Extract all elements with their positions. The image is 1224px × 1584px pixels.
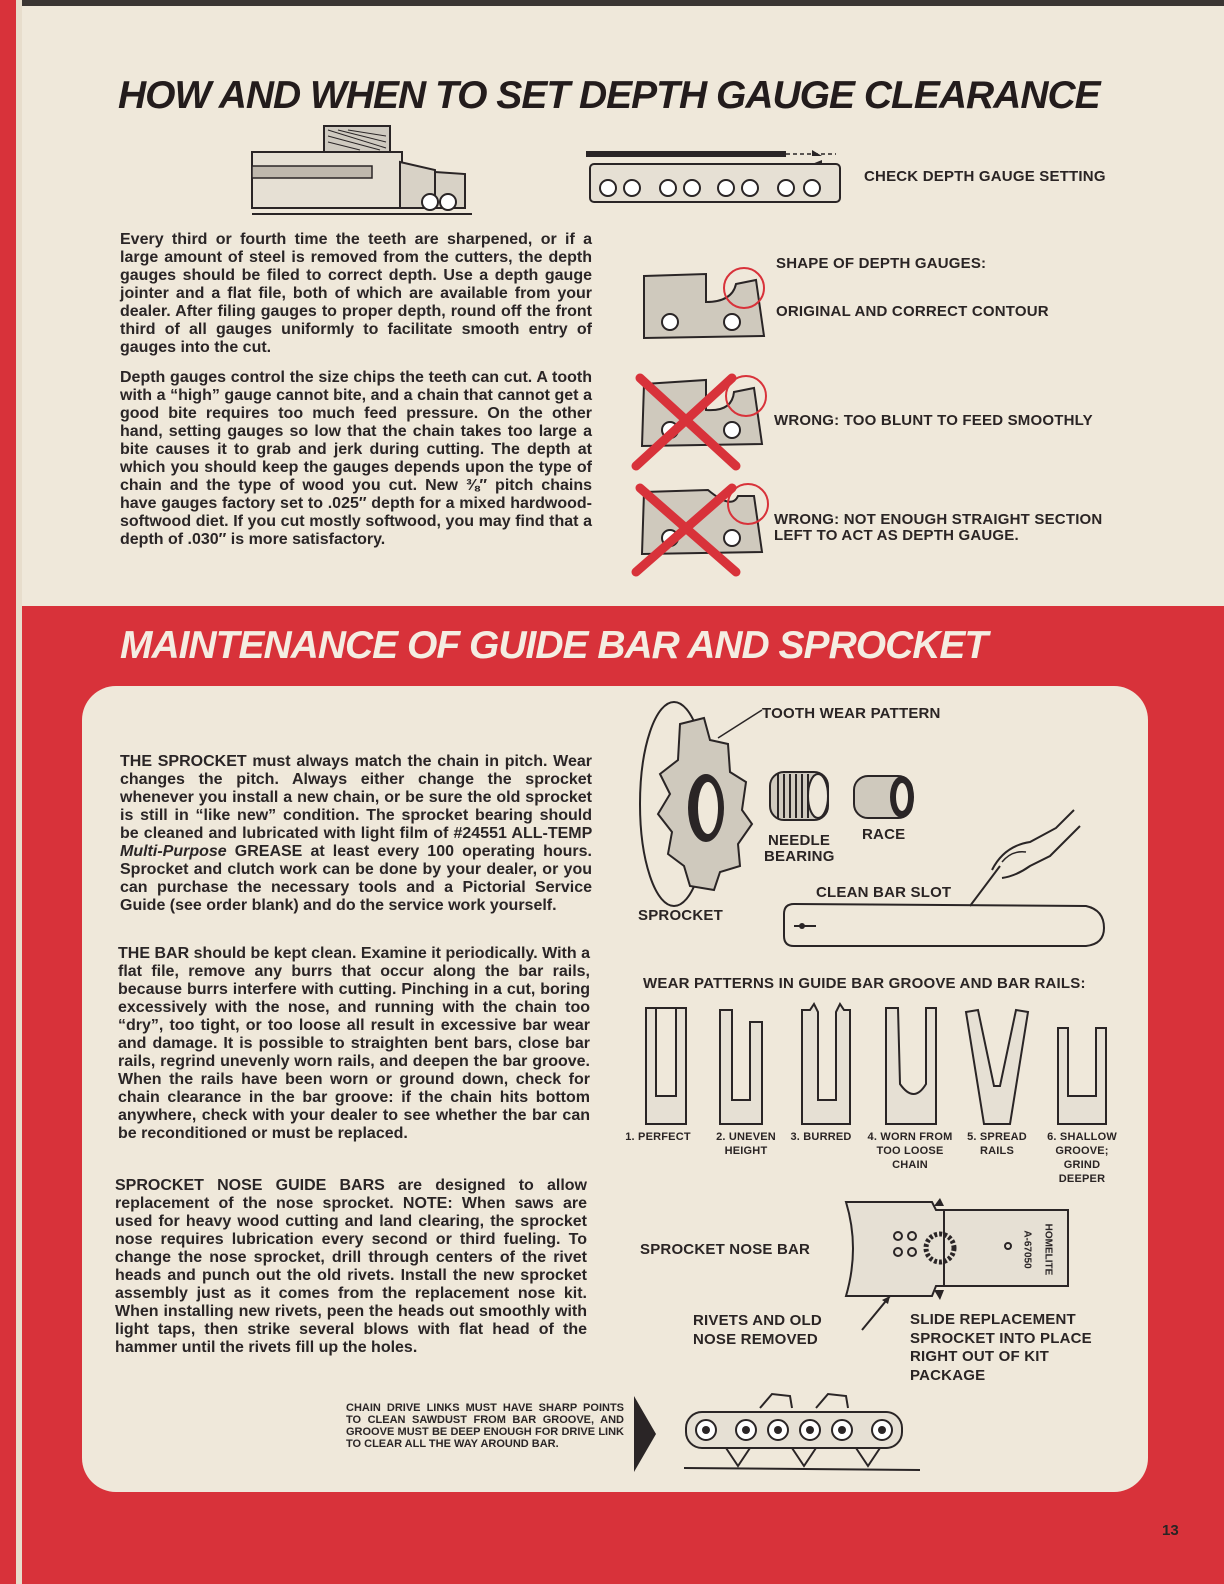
bar-lead: THE BAR [118, 945, 190, 962]
bar-stamp-line-2: A-67050 [1021, 1230, 1033, 1269]
nose-text: are designed to allow replacement of the nose sprocket. NOTE: When saws are used for heavy wood cutting and land clearing, the sprocket nose requires lubrication every second or third fueling. To change the nose sprocket, drill through centers of the rivet heads and punch out the old rivets. Install the new sprocket assembly just as it comes from the replacement nose kit. When installing new rivets, peen the heads out smoothly with light taps, then strike several blows with flat head of the hammer until the rivets fill up the holes. [115, 1177, 587, 1356]
check-depth-label: CHECK DEPTH GAUGE SETTING [864, 168, 1106, 185]
correct-gauge-diagram [636, 262, 776, 352]
wear-shape-uneven [720, 1010, 762, 1124]
sprocket-multi: Multi-Purpose [120, 843, 227, 860]
check-depth-chain-illustration [586, 148, 842, 208]
shape-heading: SHAPE OF DEPTH GAUGES: [776, 255, 987, 272]
wear-shape-shallow [1058, 1028, 1106, 1124]
wear-label-1 [620, 1130, 696, 1144]
wear-label-1-line-1: 1. PERFECT [625, 1131, 691, 1143]
shape-wrong2-label-line1: WRONG: NOT ENOUGH STRAIGHT SECTION [774, 511, 1103, 528]
page-top-border [22, 0, 1224, 6]
wear-label-6-line-2: GROOVE; [1055, 1145, 1109, 1157]
sprocket-label: SPROCKET [638, 907, 723, 924]
wear-label-2-line-1: 2. UNEVEN [716, 1131, 776, 1143]
bar-stamp [1021, 1214, 1072, 1286]
clean-bar-slot-label: CLEAN BAR SLOT [816, 884, 952, 901]
bar-text: should be kept clean. Examine it periodically. With a flat file, remove any burrs that occur along the bar rails, because burrs interfere with cutting. Pinching in a cut, boring excessively with the nose, and running with the chain too “dry”, too tight, or too loose all result in excessive bar wear and damage. It is possible to straighten bent bars, close bar rails, regrind unevenly worn rails, and deepen the bar groove. When the rails have been worn or ground down, check for chain clearance in the bar groove: if the chain hits bottom anywhere, check with your dealer to see whether the bar can be reconditioned or must be replaced. [118, 945, 591, 1142]
tooth-wear-label: TOOTH WEAR PATTERN [762, 705, 941, 722]
needle-bearing-label-1: NEEDLE [768, 832, 831, 849]
sprocket-alltemp: ALL-TEMP [511, 825, 592, 842]
wear-label-6-line-4: DEEPER [1058, 1173, 1106, 1185]
slide-label-4: PACKAGE [910, 1367, 986, 1384]
race-label: RACE [862, 826, 906, 843]
chain-drive-links-illustration [680, 1386, 924, 1474]
wear-label-5-line-2: RAILS [980, 1145, 1014, 1157]
wear-patterns-heading: WEAR PATTERNS IN GUIDE BAR GROOVE AND BAR RAILS: [643, 975, 1086, 992]
depth-gauge-paragraph-1: Every third or fourth time the teeth are sharpened, or if a large amount of steel is removed from the cutters, the depth gauges should be filed to correct depth. Use a depth gauge jointer and a flat file, both of which are available from your dealer. After filing gauges to proper depth, round off the front third of all gauges uniformly to facilitate smooth entry of gauges into the cut. [120, 231, 592, 356]
slide-label-2: SPROCKET INTO PLACE [910, 1330, 1092, 1347]
wear-patterns-diagram [638, 1000, 1118, 1130]
wear-label-5 [960, 1130, 1034, 1158]
shape-wrong2-label-line2: LEFT TO ACT AS DEPTH GAUGE. [774, 527, 1019, 544]
wear-label-6-line-3: GRIND [1063, 1159, 1101, 1171]
sprocket-lead: THE SPROCKET [120, 753, 247, 770]
depth-gauge-jointer-illustration [250, 122, 480, 218]
wrong-short-gauge-diagram [628, 480, 778, 584]
sprocket-illustration [634, 694, 764, 914]
arrow-right-icon [632, 1394, 658, 1474]
bar-paragraph [118, 945, 590, 1143]
sprocket-paragraph [120, 753, 592, 915]
shape-correct-label: ORIGINAL AND CORRECT CONTOUR [776, 303, 1049, 320]
nose-paragraph [115, 1177, 587, 1357]
nose-lead: SPROCKET NOSE GUIDE BARS [115, 1177, 385, 1194]
depth-gauge-paragraph-2: Depth gauges control the size chips the teeth can cut. A tooth with a “high” gauge cannot bite, and a chain that cannot get a good bite requires too much feed pressure. On the other hand, setting gauges so low that the chain takes too large a bite causes it to grab and jerk during cutting. The depth at which you should keep the gauges depends upon the type of chain and the type of wood you cut. New ⅜″ pitch chains have gauges factory set to .025″ depth for a mixed hardwood-softwood diet. If you cut mostly softwood, you may find that a depth of .030″ is more satisfactory. [120, 369, 592, 548]
rivets-label-2: NOSE REMOVED [693, 1331, 818, 1348]
wear-label-4 [862, 1130, 958, 1172]
wear-label-4-line-2: TOO LOOSE [876, 1145, 944, 1157]
slide-label-1: SLIDE REPLACEMENT [910, 1311, 1076, 1328]
wear-label-2-line-2: HEIGHT [724, 1145, 768, 1157]
wear-label-6-line-1: 6. SHALLOW [1047, 1131, 1117, 1143]
needle-bearing-label-2: BEARING [764, 848, 835, 865]
clean-bar-slot-illustration [780, 806, 1110, 950]
wear-label-3 [786, 1130, 856, 1144]
page-number: 13 [1162, 1522, 1179, 1539]
wear-label-3-line-1: 3. BURRED [790, 1131, 852, 1143]
page-binding-edge [0, 0, 16, 1584]
wear-label-5-line-1: 5. SPREAD [967, 1131, 1027, 1143]
chain-drive-note: CHAIN DRIVE LINKS MUST HAVE SHARP POINTS TO CLEAN SAWDUST FROM BAR GROOVE, AND GROOVE MUST BE DEEP ENOUGH FOR DRIVE LINK TO CLEAR ALL THE WAY AROUND BAR. [346, 1402, 624, 1450]
shape-wrong1-label: WRONG: TOO BLUNT TO FEED SMOOTHLY [774, 412, 1093, 429]
wear-shape-burred [802, 1004, 850, 1124]
sprocket-text-a: must always match the chain in pitch. Wear changes the pitch. Always either change the sprocket whenever you install a new chain, or be sure the old sprocket is still in “like new” condition. The sprocket bearing should be cleaned and lubricated with light film of #24551 [120, 753, 593, 842]
depth-gauge-title: HOW AND WHEN TO SET DEPTH GAUGE CLEARANCE [118, 74, 1100, 117]
maintenance-title: MAINTENANCE OF GUIDE BAR AND SPROCKET [120, 624, 988, 667]
wear-label-2 [704, 1130, 788, 1158]
rivets-label-1: RIVETS AND OLD [693, 1312, 822, 1329]
wear-shape-worn-loose [886, 1008, 936, 1124]
wear-label-4-line-1: 4. WORN FROM [867, 1131, 953, 1143]
wear-shape-spread-rails [966, 1010, 1028, 1124]
bar-stamp-line-1: HOMELITE [1042, 1223, 1054, 1276]
slide-label-3: RIGHT OUT OF KIT [910, 1348, 1050, 1365]
wear-shape-perfect [646, 1008, 686, 1124]
wear-label-4-line-3: CHAIN [892, 1159, 928, 1171]
wrong-blunt-gauge-diagram [628, 370, 778, 474]
sprocket-nose-bar-label: SPROCKET NOSE BAR [640, 1241, 811, 1258]
sprocket-text-b: GREASE at least every 100 operating hours. Sprocket and clutch work can be done by your dealer, or you can purchase the necessary tools and a Pictorial Service Guide (see order blank) and do the service work yourself. [120, 843, 592, 914]
wear-label-6 [1042, 1130, 1122, 1186]
